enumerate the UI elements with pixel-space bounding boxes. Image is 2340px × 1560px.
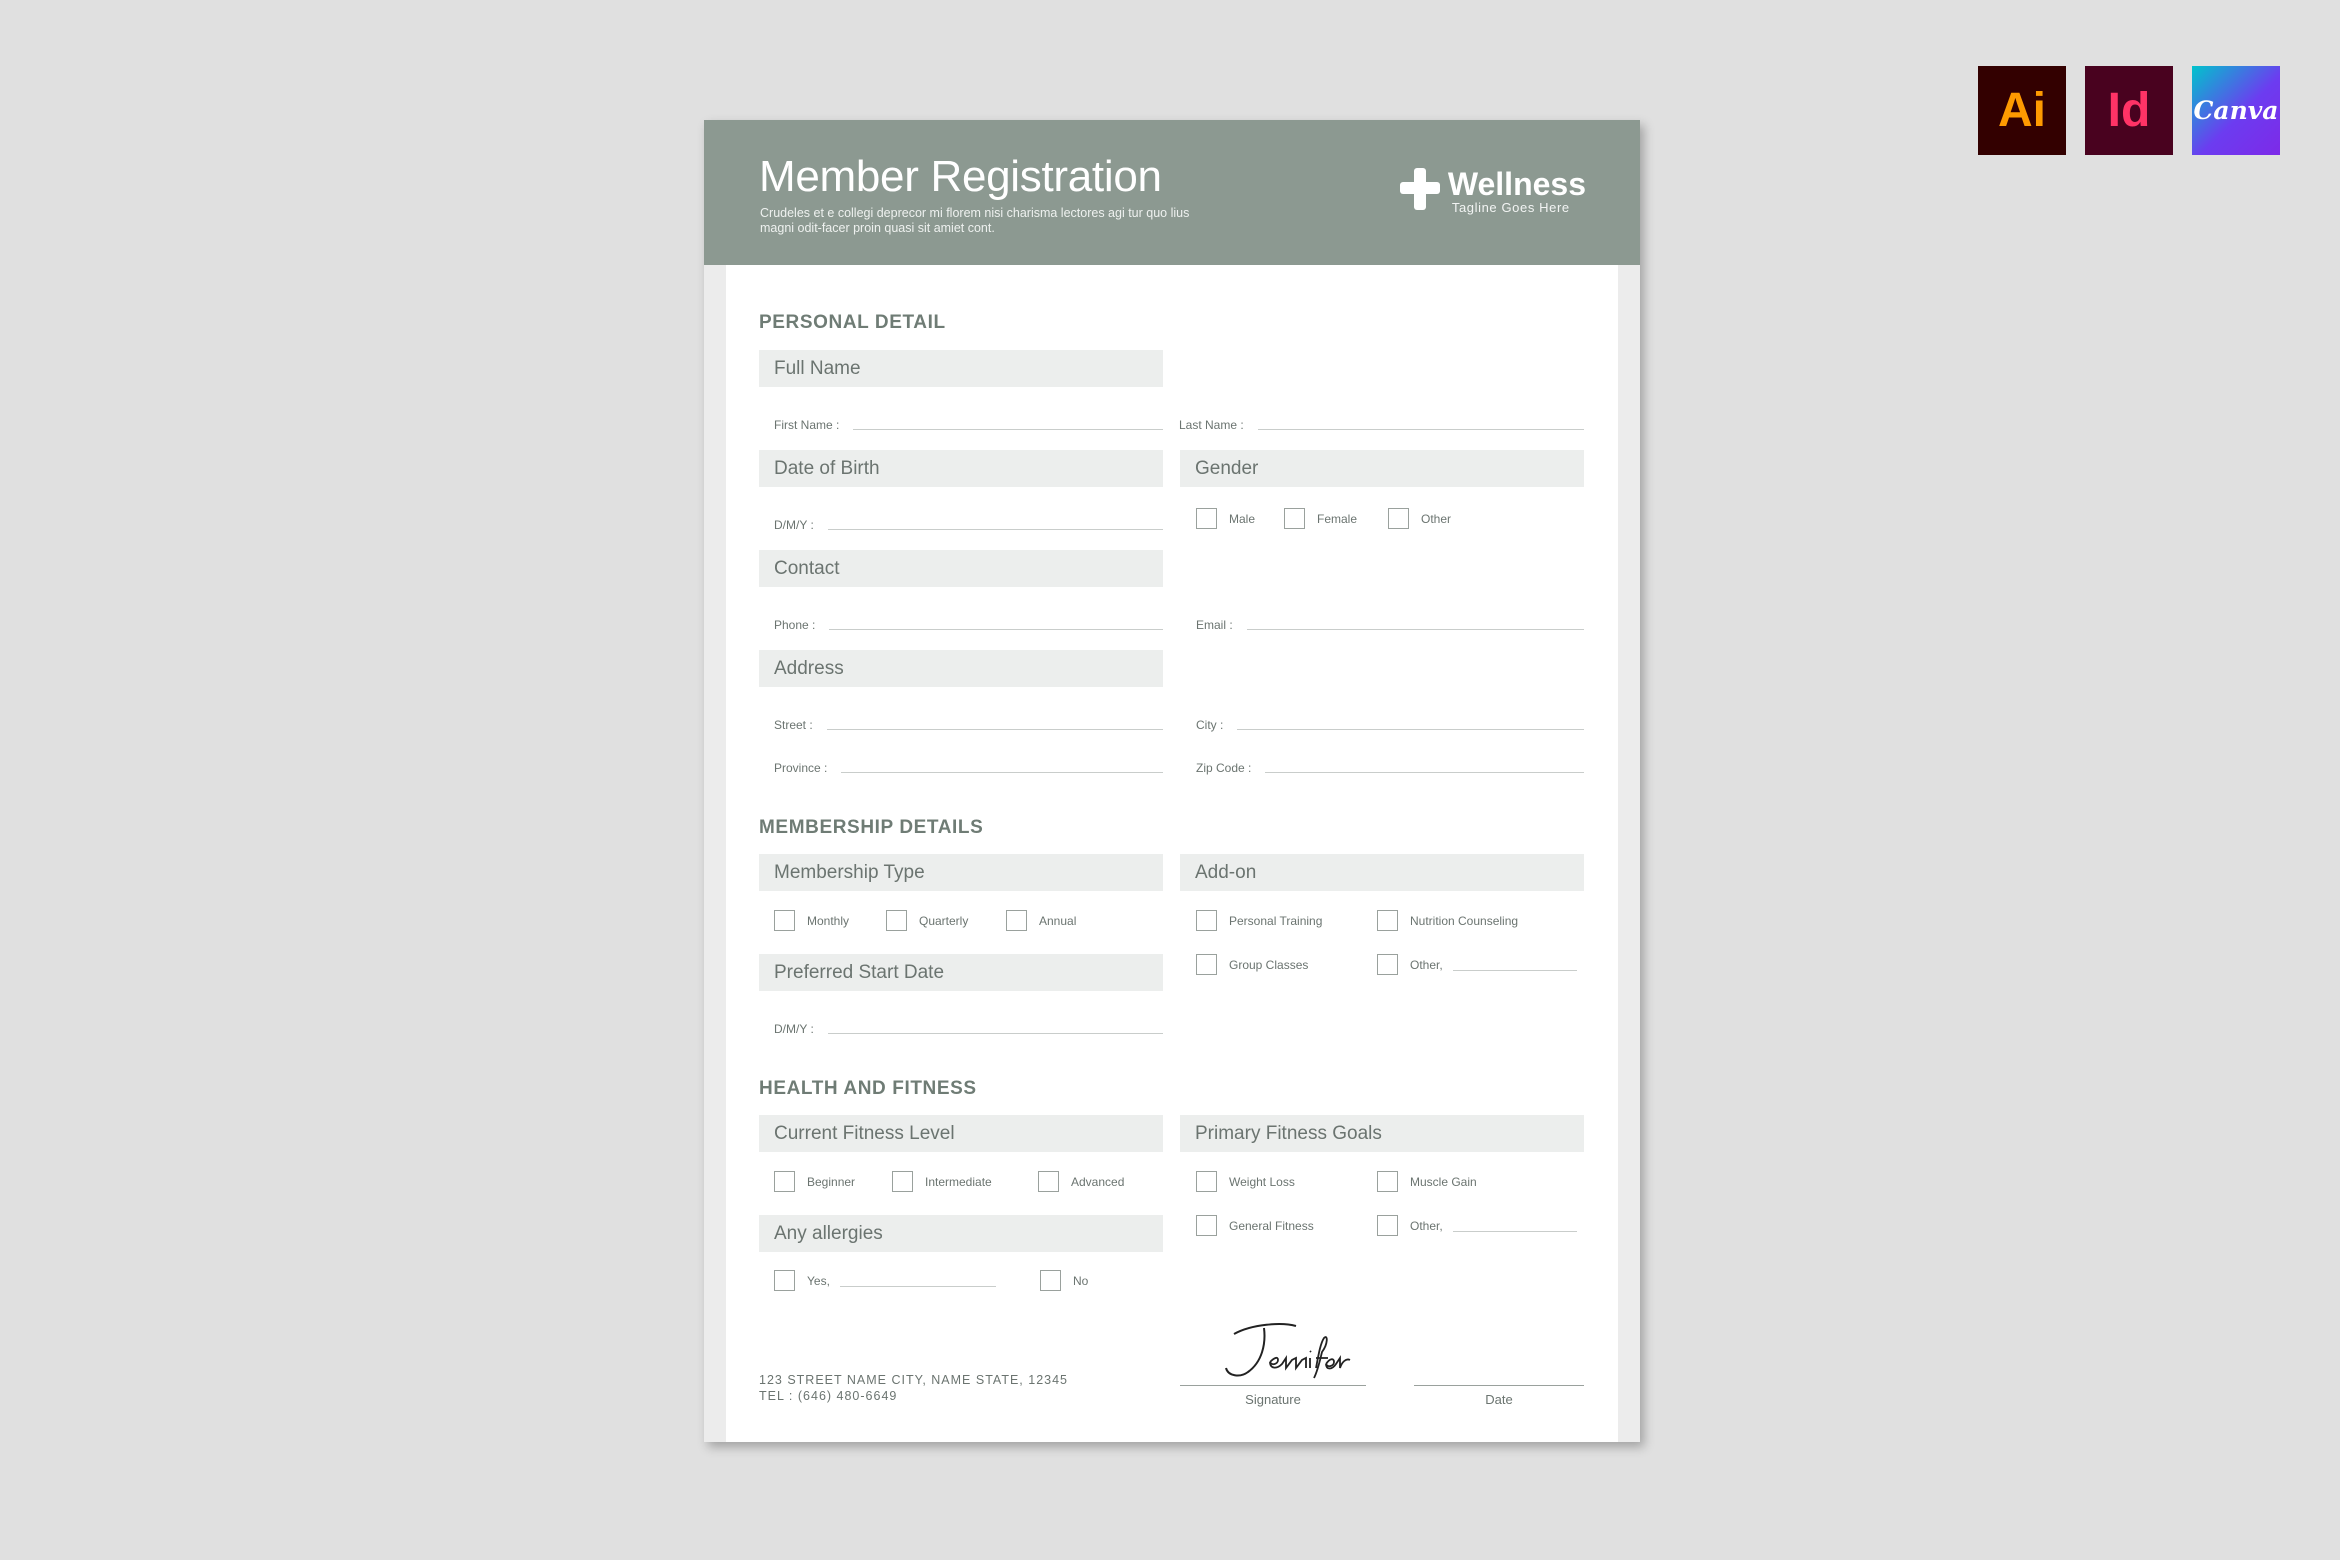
dob-field[interactable]: D/M/Y : (774, 512, 1163, 532)
signature-label: Signature (1245, 1392, 1301, 1407)
allergies-yes-option[interactable]: Yes, (774, 1270, 996, 1291)
footer-address: 123 STREET NAME CITY, NAME STATE, 12345 TEL : (646) 480-6649 (759, 1373, 1069, 1403)
app-badges (1978, 66, 2280, 155)
weight-loss-option[interactable]: Weight Loss (1196, 1171, 1295, 1192)
checkbox[interactable] (1006, 910, 1027, 931)
date-line[interactable] (1414, 1385, 1584, 1386)
brand-name: Wellness (1447, 166, 1586, 202)
date-label: Date (1485, 1392, 1513, 1407)
street-field[interactable]: Street : (774, 712, 1163, 732)
canva-icon: Canva (2192, 66, 2280, 155)
header-description: Crudeles et e collegi deprecor mi florem nisi charisma lectores agi tur quo lius magni odit-facer proin quasi sit amiet cont. (760, 206, 1190, 235)
checkbox[interactable] (886, 910, 907, 931)
checkbox[interactable] (774, 1171, 795, 1192)
illustrator-icon: Ai (1978, 66, 2066, 155)
allergies-detail-input[interactable] (840, 1275, 996, 1287)
membership-details-heading: MEMBERSHIP DETAILS (759, 817, 984, 838)
brand-tagline: Tagline Goes Here (1451, 200, 1570, 215)
province-field[interactable]: Province : (774, 755, 1163, 775)
indesign-icon: Id (2085, 66, 2173, 155)
checkbox[interactable] (1196, 1215, 1217, 1236)
email-field[interactable]: Email : (1196, 612, 1584, 632)
add-on-bar: Add-on (1180, 854, 1584, 891)
checkbox[interactable] (1377, 954, 1398, 975)
fitness-goals-bar: Primary Fitness Goals (1180, 1115, 1584, 1152)
city-field[interactable]: City : (1196, 712, 1584, 732)
monthly-option[interactable]: Monthly (774, 910, 849, 931)
zip-code-field[interactable]: Zip Code : (1196, 755, 1584, 775)
page-title: Member Registration (759, 152, 1162, 201)
gender-bar: Gender (1180, 450, 1584, 487)
start-date-field[interactable]: D/M/Y : (774, 1016, 1163, 1036)
contact-bar: Contact (759, 550, 1163, 587)
registration-form-page (704, 120, 1640, 1442)
checkbox[interactable] (774, 1270, 795, 1291)
membership-type-bar: Membership Type (759, 854, 1163, 891)
checkbox[interactable] (1377, 910, 1398, 931)
checkbox[interactable] (1377, 1215, 1398, 1236)
checkbox[interactable] (1038, 1171, 1059, 1192)
signature-line[interactable] (1180, 1385, 1366, 1386)
advanced-option[interactable]: Advanced (1038, 1171, 1124, 1192)
checkbox[interactable] (1284, 508, 1305, 529)
fitness-level-bar: Current Fitness Level (759, 1115, 1163, 1152)
goals-other-input[interactable] (1453, 1220, 1577, 1232)
general-fitness-option[interactable]: General Fitness (1196, 1215, 1314, 1236)
group-classes-option[interactable]: Group Classes (1196, 954, 1308, 975)
checkbox[interactable] (892, 1171, 913, 1192)
first-name-field[interactable]: First Name : (774, 412, 1163, 432)
preferred-start-date-bar: Preferred Start Date (759, 954, 1163, 991)
handwritten-signature (1212, 1318, 1384, 1382)
checkbox[interactable] (1377, 1171, 1398, 1192)
allergies-no-option[interactable]: No (1040, 1270, 1088, 1291)
checkbox[interactable] (1196, 954, 1217, 975)
personal-detail-heading: PERSONAL DETAIL (759, 312, 946, 333)
annual-option[interactable]: Annual (1006, 910, 1076, 931)
health-fitness-heading: HEALTH AND FITNESS (759, 1078, 977, 1099)
checkbox[interactable] (1196, 1171, 1217, 1192)
addon-other-input[interactable] (1453, 959, 1577, 971)
address-bar: Address (759, 650, 1163, 687)
intermediate-option[interactable]: Intermediate (892, 1171, 992, 1192)
checkbox[interactable] (774, 910, 795, 931)
addon-other-option[interactable]: Other, (1377, 954, 1577, 975)
checkbox[interactable] (1196, 508, 1217, 529)
checkbox[interactable] (1196, 910, 1217, 931)
phone-field[interactable]: Phone : (774, 612, 1163, 632)
full-name-bar: Full Name (759, 350, 1163, 387)
allergies-bar: Any allergies (759, 1215, 1163, 1252)
gender-other-option[interactable]: Other (1388, 508, 1451, 529)
beginner-option[interactable]: Beginner (774, 1171, 855, 1192)
checkbox[interactable] (1388, 508, 1409, 529)
gender-female-option[interactable]: Female (1284, 508, 1357, 529)
date-of-birth-bar: Date of Birth (759, 450, 1163, 487)
checkbox[interactable] (1040, 1270, 1061, 1291)
muscle-gain-option[interactable]: Muscle Gain (1377, 1171, 1477, 1192)
goals-other-option[interactable]: Other, (1377, 1215, 1577, 1236)
nutrition-counseling-option[interactable]: Nutrition Counseling (1377, 910, 1518, 931)
gender-male-option[interactable]: Male (1196, 508, 1255, 529)
quarterly-option[interactable]: Quarterly (886, 910, 968, 931)
last-name-field[interactable]: Last Name : (1179, 412, 1584, 432)
personal-training-option[interactable]: Personal Training (1196, 910, 1322, 931)
